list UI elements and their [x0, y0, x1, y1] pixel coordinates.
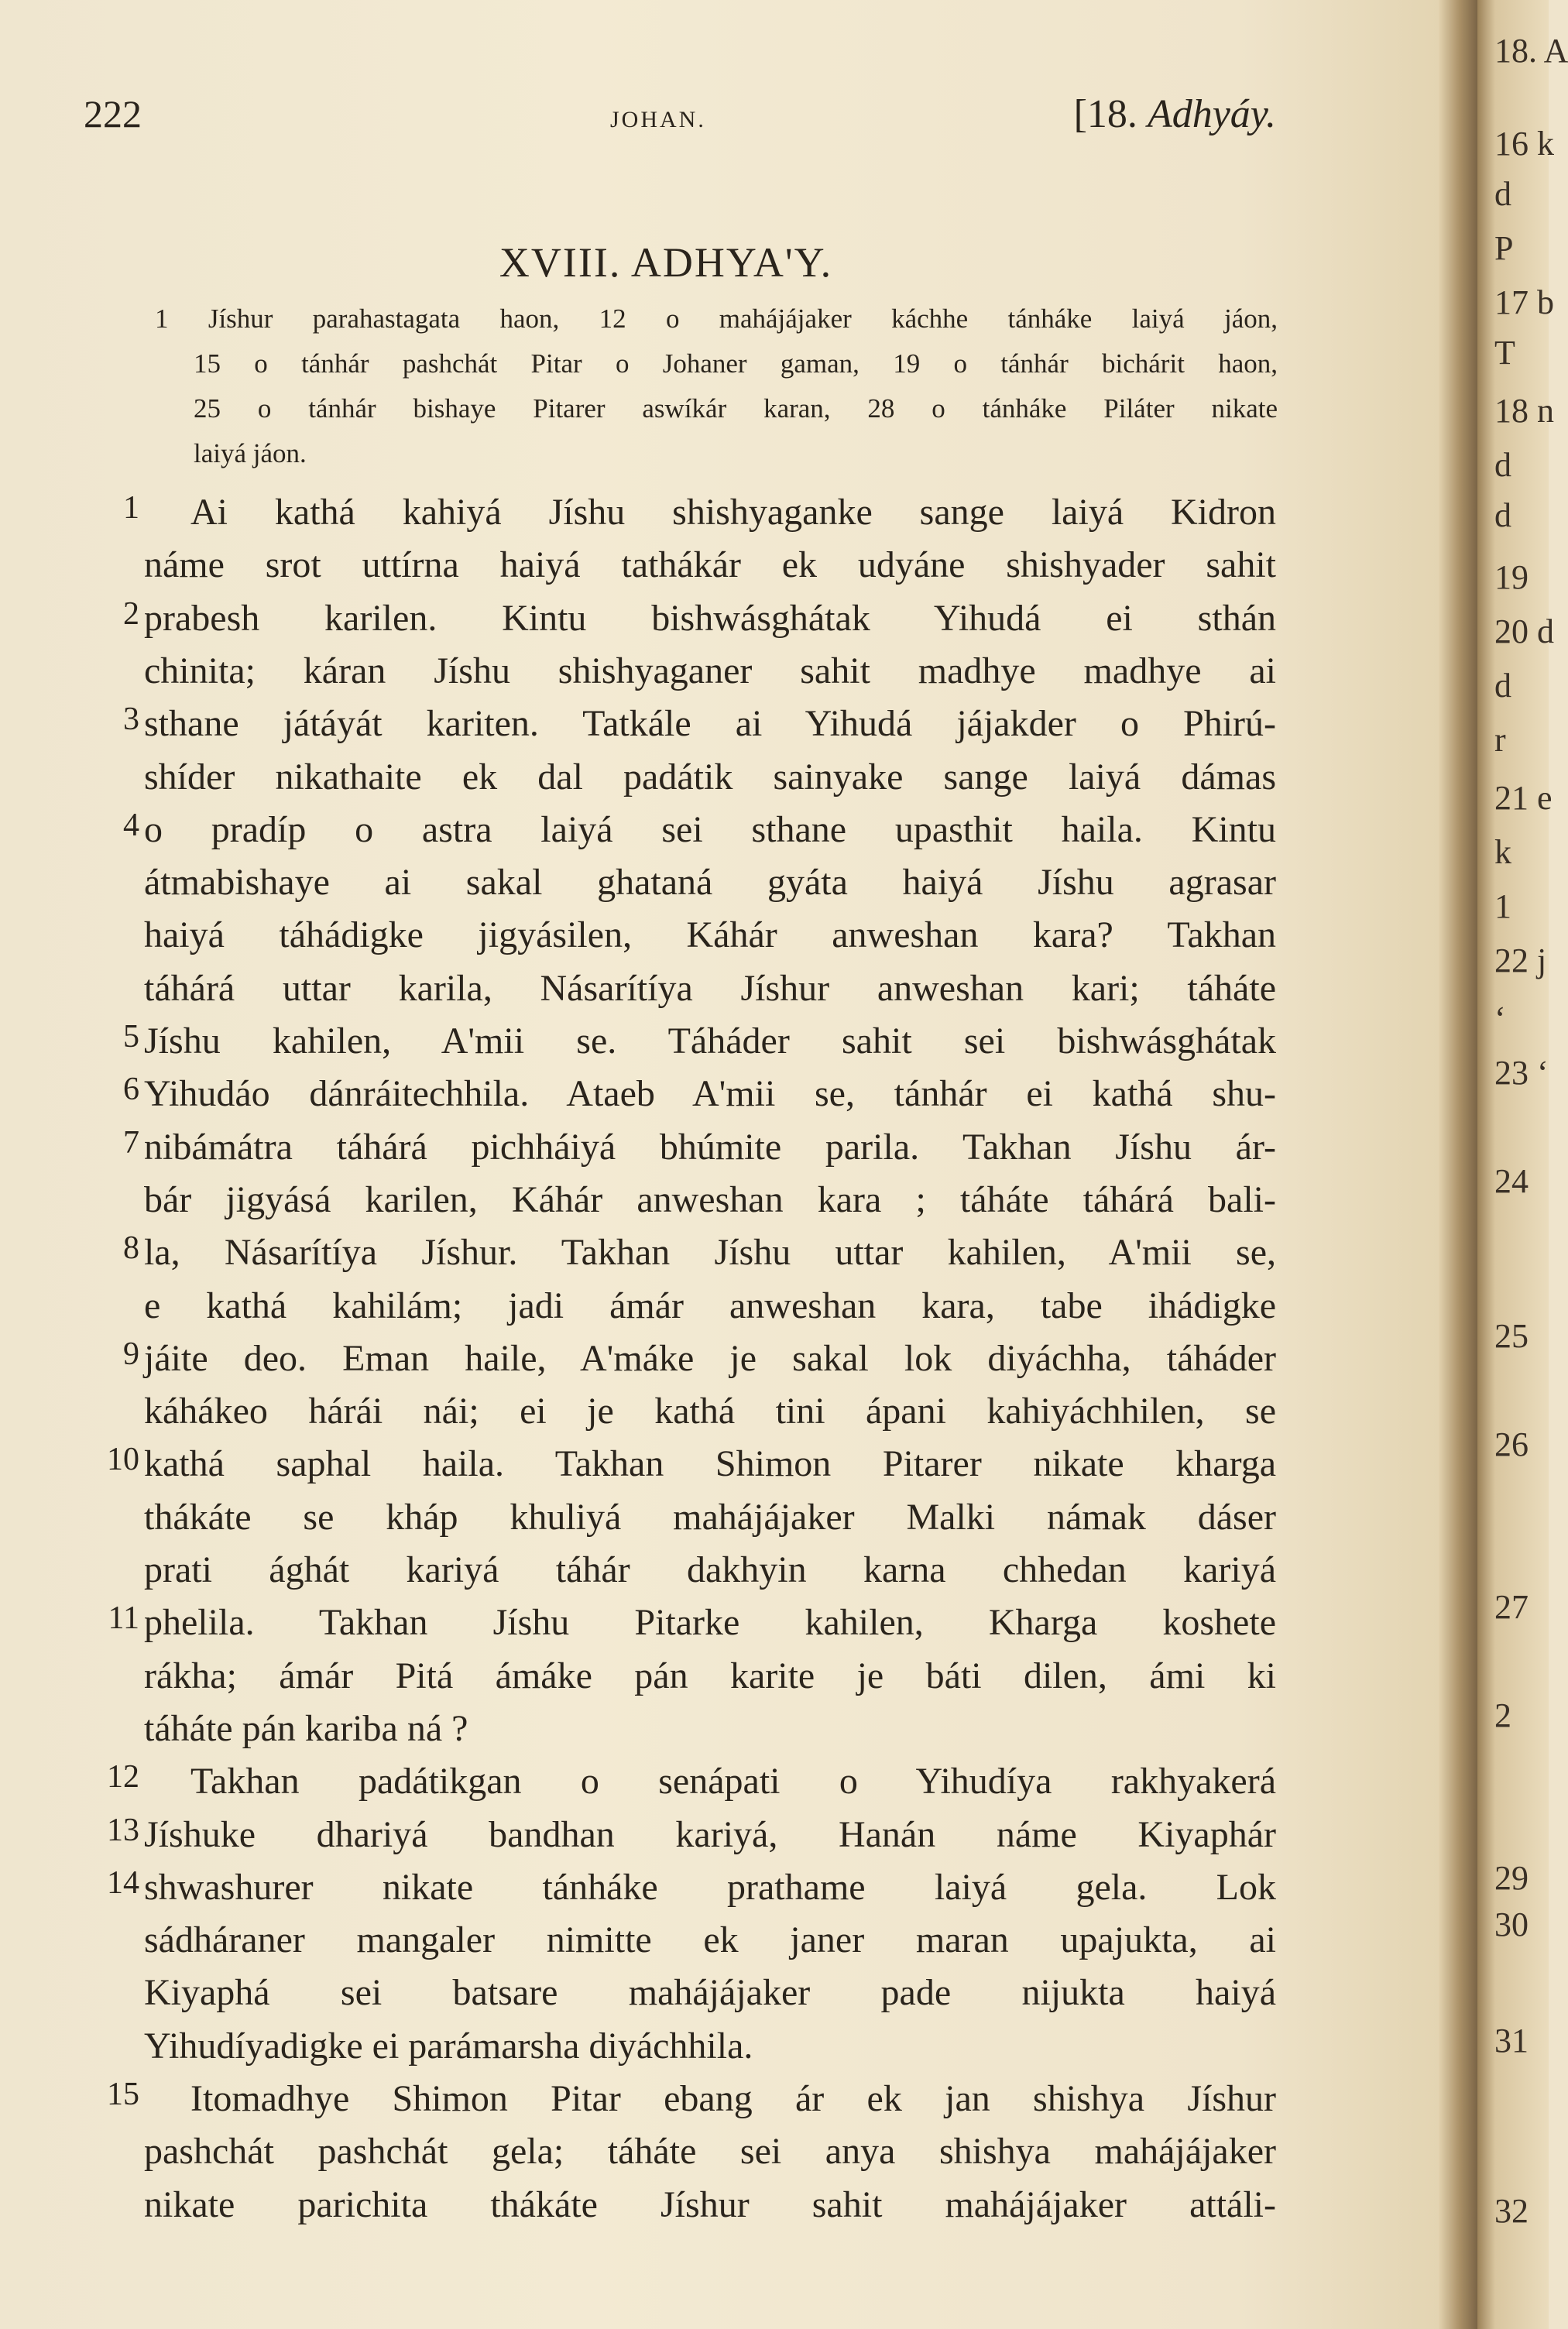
- text-line: shíder nikathaite ek dal padátik sainyake sange laiyá dámas: [144, 756, 1276, 797]
- text-line: nikate parichita thákáte Jíshur sahit mahájájaker attáli-: [144, 2184, 1276, 2225]
- text-line: la, Násarítíya Jíshur. Takhan Jíshu uttar kahilen, A'mii se,: [144, 1232, 1276, 1273]
- facing-page-fragment: 19: [1494, 558, 1529, 596]
- facing-page-fragment: 16 k: [1494, 125, 1554, 163]
- facing-page-fragment: 23 ‘: [1494, 1054, 1549, 1092]
- summary-line: 15 o tánhár pashchát Pitar o Johaner gaman, 19 o tánhár bichárit haon,: [194, 348, 1278, 379]
- text-line: átmabishaye ai sakal ghataná gyáta haiyá Jíshu agrasar: [144, 862, 1276, 903]
- facing-page-fragment: 30: [1494, 1905, 1529, 1943]
- text-line: kathá saphal haila. Takhan Shimon Pitarer nikate kharga: [144, 1443, 1276, 1484]
- facing-page-fragment: 20 d: [1494, 612, 1554, 650]
- facing-page-fragment: 31: [1494, 2022, 1529, 2060]
- facing-page-fragment: d: [1494, 496, 1511, 534]
- verse-number: 13: [107, 1813, 139, 1848]
- facing-page-fragment: 26: [1494, 1425, 1529, 1463]
- text-line: bár jigyásá karilen, Káhár anweshan kara ; táháte táhárá bali-: [144, 1179, 1276, 1220]
- text-line: pashchát pashchát gela; táháte sei anya shishya mahájájaker: [144, 2131, 1276, 2172]
- text-line: táháte pán kariba ná ?: [144, 1708, 468, 1749]
- facing-page-fragment: 18 n: [1494, 392, 1554, 430]
- text-line: rákha; ámár Pitá ámáke pán karite je báti dilen, ámi ki: [144, 1655, 1276, 1696]
- verse-number: 3: [123, 701, 139, 737]
- text-line: chinita; káran Jíshu shishyaganer sahit madhye madhye ai: [144, 650, 1276, 691]
- facing-page-fragment: k: [1494, 833, 1511, 871]
- summary-line: 1 Jíshur parahastagata haon, 12 o mahájájaker káchhe tánháke laiyá jáon,: [155, 304, 1278, 334]
- text-line: haiyá táhádigke jigyásilen, Káhár anweshan kara? Takhan: [144, 914, 1276, 955]
- facing-page-fragment: 29: [1494, 1859, 1529, 1897]
- text-line: sádháraner mangaler nimitte ek janer maran upajukta, ai: [144, 1919, 1276, 1960]
- text-line: sthane játáyát kariten. Tatkále ai Yihudá jájakder o Phirú-: [144, 703, 1276, 744]
- verse-number: 4: [123, 808, 139, 843]
- facing-page-fragment: 17 b: [1494, 283, 1554, 321]
- text-line: shwashurer nikate tánháke prathame laiyá gela. Lok: [144, 1867, 1276, 1908]
- book-gutter: [1439, 0, 1477, 2329]
- facing-page-fragment: 24: [1494, 1162, 1529, 1200]
- summary-line: 25 o tánhár bishaye Pitarer aswíkár karan, 28 o tánháke Piláter nikate: [194, 393, 1278, 424]
- text-line: Takhan padátikgan o senápati o Yihudíya rakhyakerá: [190, 1761, 1276, 1802]
- chapter-heading: XVIII. ADHYA'Y.: [499, 239, 833, 286]
- verse-number: 10: [107, 1442, 139, 1477]
- text-line: o pradíp o astra laiyá sei sthane upasthit haila. Kintu: [144, 809, 1276, 850]
- facing-page-fragment: 2: [1494, 1696, 1511, 1734]
- summary-line: laiyá jáon.: [194, 438, 307, 468]
- facing-page-fragment: 32: [1494, 2192, 1529, 2230]
- text-line: Jíshu kahilen, A'mii se. Táháder sahit sei bishwásghátak: [144, 1020, 1276, 1062]
- verse-number: 7: [123, 1125, 139, 1161]
- facing-page-fragment: 25: [1494, 1317, 1529, 1355]
- verse-number: 11: [108, 1600, 139, 1636]
- text-line: náme srot uttírna haiyá tathákár ek udyáne shishyader sahit: [144, 544, 1276, 585]
- verse-number: 1: [123, 490, 139, 526]
- text-line: jáite deo. Eman haile, A'máke je sakal lok diyáchha, táháder: [144, 1338, 1276, 1379]
- verse-number: 12: [107, 1759, 139, 1795]
- text-line: Kiyaphá sei batsare mahájájaker pade nijukta haiyá: [144, 1972, 1276, 2013]
- facing-page-fragment: T: [1494, 334, 1515, 372]
- verse-number: 15: [107, 2077, 139, 2112]
- verse-number: 2: [123, 596, 139, 632]
- text-line: prati ághát kariyá táhár dakhyin karna chhedan kariyá: [144, 1549, 1276, 1590]
- facing-page-fragment: r: [1494, 721, 1506, 759]
- facing-page-fragment: ‘: [1494, 1000, 1506, 1038]
- text-line: Yihudáo dánráitechhila. Ataeb A'mii se, tánhár ei kathá shu-: [144, 1073, 1276, 1114]
- verse-number: 5: [123, 1019, 139, 1055]
- text-line: Jíshuke dhariyá bandhan kariyá, Hanán náme Kiyaphár: [144, 1814, 1276, 1855]
- verse-number: 9: [123, 1336, 139, 1372]
- page-header: [84, 91, 1276, 146]
- running-title: JOHAN.: [610, 107, 706, 132]
- text-line: prabesh karilen. Kintu bishwásghátak Yihudá ei sthán: [144, 598, 1276, 639]
- chapter-ref-word: Adhyáy.: [1147, 92, 1276, 136]
- text-line: thákáte se kháp khuliyá mahájájaker Malki námak dáser: [144, 1497, 1276, 1538]
- facing-page-edge: [1477, 0, 1568, 2329]
- facing-page-fragment: d: [1494, 175, 1511, 213]
- facing-page-fragment: d: [1494, 446, 1511, 484]
- facing-page-fragment: 22 j: [1494, 942, 1547, 979]
- chapter-reference: [1074, 91, 1276, 137]
- facing-page-fragment: 1: [1494, 887, 1511, 925]
- chapter-ref-number: [18.: [1073, 92, 1137, 136]
- facing-page-fragment: d: [1494, 667, 1511, 705]
- text-line: Itomadhye Shimon Pitar ebang ár ek jan shishya Jíshur: [190, 2078, 1276, 2119]
- page-number: 222: [84, 92, 142, 135]
- text-line: e kathá kahilám; jadi ámár anweshan kara, tabe ihádigke: [144, 1285, 1276, 1326]
- text-line: phelila. Takhan Jíshu Pitarke kahilen, Kharga koshete: [144, 1602, 1276, 1643]
- facing-page-fragment: 27: [1494, 1588, 1529, 1626]
- text-line: nibámátra táhárá pichháiyá bhúmite parila. Takhan Jíshu ár-: [144, 1127, 1276, 1168]
- verse-number: 14: [107, 1865, 139, 1901]
- text-line: táhárá uttar karila, Násarítíya Jíshur anweshan kari; táháte: [144, 968, 1276, 1009]
- facing-page-fragment: P: [1494, 229, 1514, 267]
- text-line: káhákeo hárái nái; ei je kathá tini ápani kahiyáchhilen, se: [144, 1391, 1276, 1432]
- verse-number: 8: [123, 1230, 139, 1266]
- facing-page-fragment: 18. A: [1494, 32, 1568, 70]
- verse-number: 6: [123, 1072, 139, 1107]
- facing-page-fragment: 21 e: [1494, 779, 1553, 817]
- text-line: Yihudíyadigke ei parámarsha diyáchhila.: [144, 2025, 753, 2067]
- text-line: Ai kathá kahiyá Jíshu shishyaganke sange laiyá Kidron: [190, 492, 1276, 533]
